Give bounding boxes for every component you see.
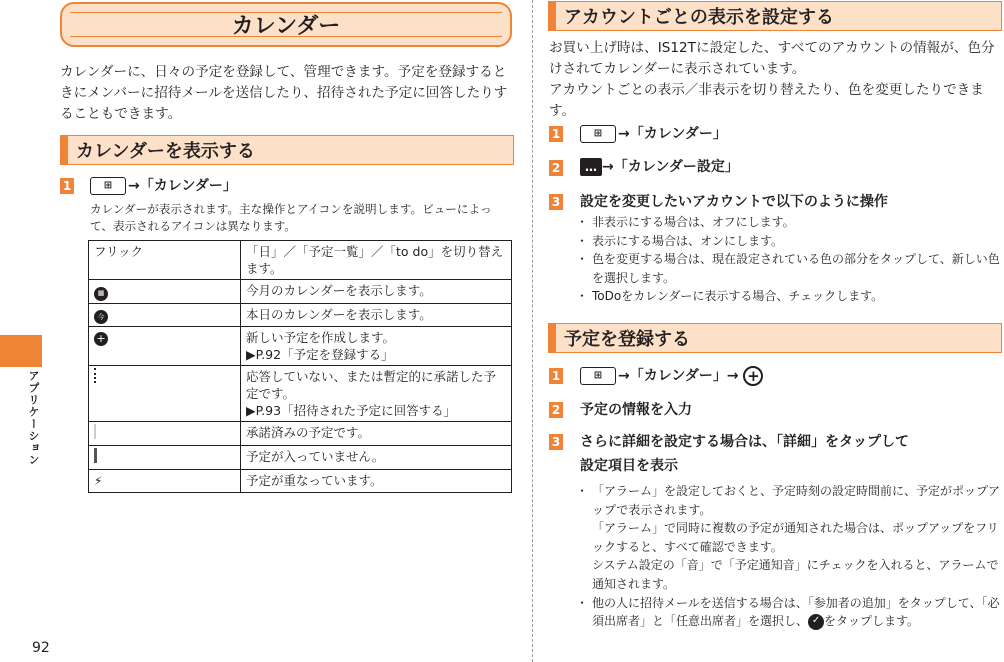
step-instruction	[580, 124, 727, 144]
section-heading-display	[60, 135, 514, 165]
section-title: 予定を登録する	[564, 329, 690, 350]
check-icon: ✓	[808, 614, 824, 630]
section-heading-register	[548, 323, 1002, 353]
bullet-list	[576, 213, 1004, 306]
step-text: さらに詳細を設定する場合は、「詳細」をタップして	[580, 434, 909, 450]
table-cell-desc: 今月のカレンダーを表示します。	[241, 280, 512, 304]
section-title: アカウントごとの表示を設定する	[564, 7, 834, 28]
step-number: 3	[549, 194, 563, 210]
more-icon: …	[580, 158, 602, 176]
add-event-icon: +	[94, 332, 108, 346]
table-row	[89, 366, 512, 422]
column-divider	[532, 0, 533, 662]
add-event-icon: +	[743, 366, 763, 386]
step-text: 予定の情報を入力	[580, 402, 692, 418]
table-cell-desc: 応答していない、または暫定的に承諾した予定です。	[246, 369, 497, 401]
table-cell-desc: 承諾済みの予定です。	[241, 422, 512, 446]
intro-text: アカウントごとの表示／非表示を切り替えたり、色を変更したりできます。	[549, 82, 984, 119]
step-instruction	[90, 176, 237, 196]
table-cell-key: フリック	[89, 241, 241, 280]
step-description: カレンダーが表示されます。主な操作とアイコンを説明します。ビューによって、表示されるアイコンは異なります。	[90, 202, 492, 233]
section-heading-accounts	[548, 1, 1002, 31]
page-reference: ▶P.93「招待された予定に回答する」	[246, 403, 457, 418]
step-number: 1	[549, 368, 563, 384]
step-number: 2	[549, 402, 563, 418]
list-item: ・ 非表示にする場合は、オフにします。	[576, 213, 1004, 232]
step-instruction	[580, 157, 739, 177]
intro-text: お買い上げ時は、IS12Tに設定した、すべてのアカウントの情報が、色分けされてカレンダーに表示されています。	[549, 40, 995, 77]
unanswered-bar-icon	[94, 368, 98, 383]
bullet-list	[576, 482, 1004, 631]
table-cell-desc: 予定が入っていません。	[241, 446, 512, 470]
step-number: 2	[549, 160, 563, 176]
calendar-today-icon: 今	[94, 310, 108, 324]
table-cell-desc: 「日」／「予定一覧」／「to do」を切り替えます。	[241, 241, 512, 280]
list-item-text: をタップします。	[824, 614, 920, 629]
table-row	[89, 241, 512, 280]
step-instruction	[580, 366, 763, 386]
page-reference: ▶P.92「予定を登録する」	[246, 347, 394, 362]
icon-table	[88, 240, 512, 493]
accepted-bar-icon	[94, 424, 96, 439]
list-item	[576, 594, 1004, 631]
table-cell-desc: 予定が重なっています。	[241, 470, 512, 493]
step-text: 設定を変更したいアカウントで以下のように操作	[580, 194, 888, 210]
page-title-box	[60, 2, 512, 47]
page-title: カレンダー	[70, 12, 502, 37]
table-cell-desc: 本日のカレンダーを表示します。	[241, 303, 512, 327]
empty-bar-icon	[94, 448, 97, 463]
intro-text: カレンダーに、日々の予定を登録して、管理できます。予定を登録するときにメンバーに招待メールを送信したり、招待された予定に回答したりすることもできます。	[60, 64, 508, 122]
note-text: システム設定の「音」で「予定通知音」にチェックを入れると、アラームで通知されます。	[592, 558, 999, 591]
list-item: ・ 表示にする場合は、オンにします。	[576, 232, 1004, 251]
conflict-icon: ⚡	[94, 474, 103, 488]
windows-key-icon: ⊞	[90, 177, 126, 195]
list-item: ・ 「アラーム」を設定しておくと、予定時刻の設定時間前に、予定がポップアップで表示されます。	[576, 482, 1004, 519]
calendar-month-icon: ▦	[94, 287, 108, 301]
table-row	[89, 446, 512, 470]
list-item: ・ 色を変更する場合は、現在設定されている色の部分をタップして、新しい色を選択します。	[576, 250, 1004, 287]
step-number: 1	[60, 178, 74, 194]
step-text: →「カレンダー設定」	[602, 159, 739, 175]
step-text: 設定項目を表示	[580, 458, 678, 474]
table-row	[89, 470, 512, 493]
chapter-tab	[0, 335, 42, 367]
note-text: 「アラーム」で同時に複数の予定が通知された場合は、ポップアップをフリックすると、すべて確認できます。	[592, 521, 999, 554]
windows-key-icon: ⊞	[580, 125, 616, 143]
step-text: →「カレンダー」	[618, 126, 727, 142]
step-number: 3	[549, 434, 563, 450]
list-item-text: 他の人に招待メールを送信する場合は、「参加者の追加」をタップして、「必須出席者」と「任意出席者」を選択し、	[592, 595, 1000, 629]
table-row	[89, 327, 512, 366]
step-text: →「カレンダー」→	[618, 368, 739, 384]
section-title: カレンダーを表示する	[76, 141, 255, 162]
table-row	[89, 303, 512, 327]
table-row	[89, 280, 512, 304]
page-number: 92	[32, 640, 50, 656]
heading-bar	[61, 136, 68, 164]
windows-key-icon: ⊞	[580, 367, 616, 385]
heading-bar	[549, 324, 556, 352]
chapter-label: アプリケーション	[27, 370, 40, 466]
table-cell-desc: 新しい予定を作成します。	[246, 330, 396, 345]
step-number: 1	[549, 126, 563, 142]
step-text: →「カレンダー」	[128, 178, 237, 194]
table-row	[89, 422, 512, 446]
list-item: ・ ToDoをカレンダーに表示する場合、チェックします。	[576, 287, 1004, 306]
heading-bar	[549, 2, 556, 30]
